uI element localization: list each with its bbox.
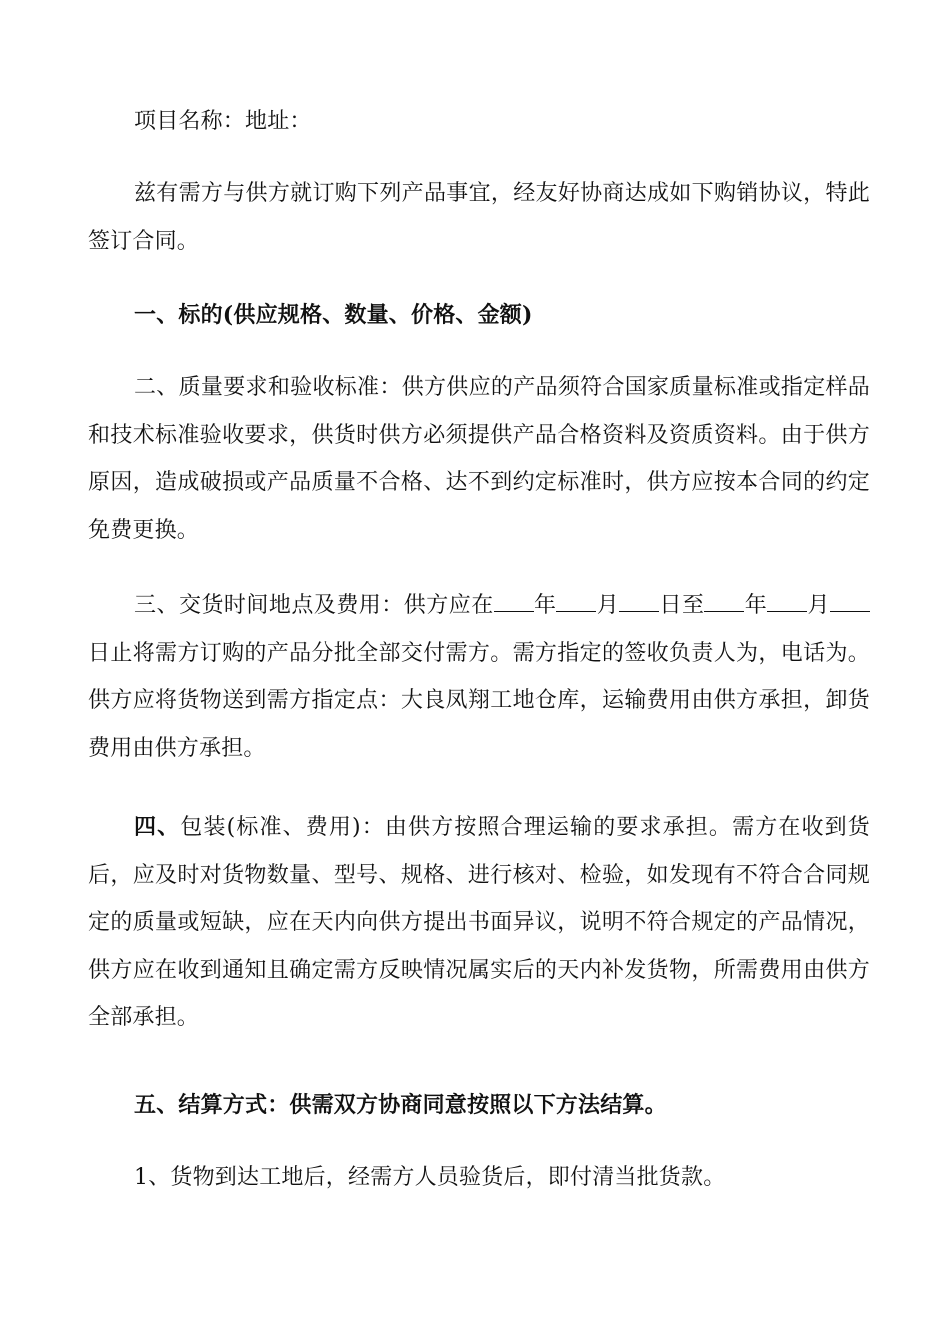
section-4-body: 包装(标准、费用)：由供方按照合理运输的要求承担。需方在收到货后，应及时对货物数量、型号、规格、进行核对、检验，如发现有不符合合同规定的质量或短缺，应在天内向供方提出书面异议，说明不符合规定的产品情况，供方应在收到通知且确定需方反映情况属实后的天内补发货物，所需费用由供方全部承担。	[88, 815, 870, 1030]
blank-line	[830, 593, 870, 612]
year-label-2: 年	[744, 593, 768, 618]
intro-paragraph: 兹有需方与供方就订购下列产品事宜，经友好协商达成如下购销协议，特此签订合同。	[88, 181, 870, 254]
section-3-text-a: 三、交货时间地点及费用：供方应在	[134, 593, 494, 618]
project-name-address-line: 项目名称：地址：	[134, 109, 312, 134]
section-3-paragraph	[88, 582, 870, 772]
section-2-heading: 二、质量要求和验收标准：	[134, 375, 402, 400]
year-label-1: 年	[533, 593, 557, 618]
section-4-heading: 四、	[134, 814, 181, 840]
section-1-heading: 一、标的(供应规格、数量、价格、金额)	[134, 302, 533, 328]
blank-line	[619, 593, 659, 612]
blank-line	[494, 593, 534, 612]
day-label-1: 日至	[659, 593, 705, 618]
section-2-paragraph	[88, 364, 870, 554]
month-label-1: 月	[596, 593, 620, 618]
blank-line	[704, 593, 744, 612]
section-5-heading: 五、结算方式：供需双方协商同意按照以下方法结算。	[134, 1092, 667, 1118]
month-label-2: 月	[807, 593, 831, 618]
blank-line	[767, 593, 807, 612]
settlement-item-1: 1、货物到达工地后，经需方人员验货后，即付清当批货款。	[134, 1165, 726, 1190]
section-3-text-rest: 日止将需方订购的产品分批全部交付需方。需方指定的签收负责人为，电话为。供方应将货物送到需方指定点：大良凤翔工地仓库，运输费用由供方承担，卸货费用由供方承担。	[88, 640, 870, 761]
blank-line	[556, 593, 596, 612]
section-2-body: 供方供应的产品须符合国家质量标准或指定样品和技术标准验收要求，供货时供方必须提供产品合格资料及资质资料。由于供方原因，造成破损或产品质量不合格、达不到约定标准时，供方应按本合同的约定免费更换。	[88, 375, 871, 543]
section-4-paragraph	[88, 804, 870, 1042]
